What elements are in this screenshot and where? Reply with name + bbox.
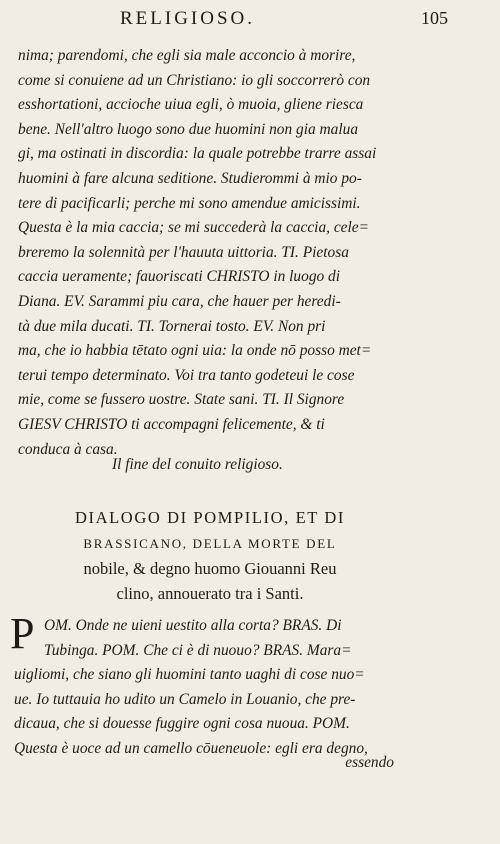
text-line: mie, come se fussero uostre. State sani. TI. Il Signore bbox=[18, 391, 345, 409]
dialogue-heading bbox=[18, 504, 402, 606]
heading-line: clino, annouerato tra i Santi. bbox=[116, 584, 304, 603]
drop-cap: P bbox=[10, 609, 35, 658]
text-line: tere di pacificarli; perche mi sono amendue amicissimi. bbox=[18, 194, 361, 212]
text-line: breremo la solennità per l'hauuta uittoria. TI. Pietosa bbox=[18, 243, 349, 261]
text-line: ma, che io habbia tētato ogni uia: la onde nō posso met= bbox=[18, 342, 372, 360]
dialogue-text bbox=[10, 609, 402, 762]
running-title: RELIGIOSO. bbox=[120, 8, 256, 29]
text-line: huomini à fare alcuna seditione. Studierommi à mio po- bbox=[18, 169, 362, 187]
text-line: terui tempo determinato. Voi tra tanto godeteui le cose bbox=[18, 366, 355, 384]
text-line: uigliomi, che siano gli huomini tanto uaghi di cose nuo= bbox=[14, 666, 365, 684]
text-line: tà due mila ducati. TI. Tornerai tosto. EV. Non pri bbox=[18, 317, 326, 335]
text-line: ue. Io tuttauia ho udito un Camelo in Louanio, che pre- bbox=[14, 690, 356, 708]
text-line: conduca à casa. bbox=[18, 440, 118, 458]
heading-line: DIALOGO DI POMPILIO, ET DI bbox=[75, 508, 345, 527]
text-line: Diana. EV. Sarammi piu cara, che hauer per heredi- bbox=[18, 292, 341, 310]
text-line: GIESV CHRISTO ti accompagni felicemente, & ti bbox=[18, 415, 325, 433]
explicit-line: Il fine del conuito religioso. bbox=[112, 456, 283, 473]
heading-line: nobile, & degno huomo Giouanni Reu bbox=[83, 559, 337, 578]
text-line: esshortationi, accioche uiua egli, ò muoia, gliene riesca bbox=[18, 96, 364, 114]
text-line: come si conuiene ad un Christiano: io gli soccorrerò con bbox=[18, 71, 371, 89]
running-head bbox=[0, 6, 500, 32]
text-line: Tubinga. POM. Che ci è di nuouo? BRAS. Mara= bbox=[44, 641, 352, 659]
text-line: bene. Nell'altro luogo sono due huomini non gia malua bbox=[18, 120, 359, 138]
text-line: Questa è la mia caccia; se mi succederà la caccia, cele= bbox=[18, 219, 369, 237]
heading-line: BRASSICANO, DELLA MORTE DEL bbox=[83, 536, 337, 551]
text-line: Questa è uoce ad un camello cōueneuole: egli era degno, bbox=[14, 739, 368, 757]
catchword: essendo bbox=[345, 754, 394, 771]
text-line: caccia ueramente; fauoriscati CHRISTO in luogo di bbox=[18, 268, 341, 286]
text-line: dicaua, che si douesse fuggire ogni cosa nuoua. POM. bbox=[14, 715, 350, 733]
text-line: OM. Onde ne uieni uestito alla corta? BRAS. Di bbox=[44, 617, 342, 634]
body-text bbox=[18, 44, 400, 462]
text-line: nima; parendomi, che egli sia male acconcio à morire, bbox=[18, 47, 356, 64]
page-number: 105 bbox=[421, 8, 448, 28]
text-line: gi, ma ostinati in discordia: la quale potrebbe trarre assai bbox=[18, 145, 377, 163]
